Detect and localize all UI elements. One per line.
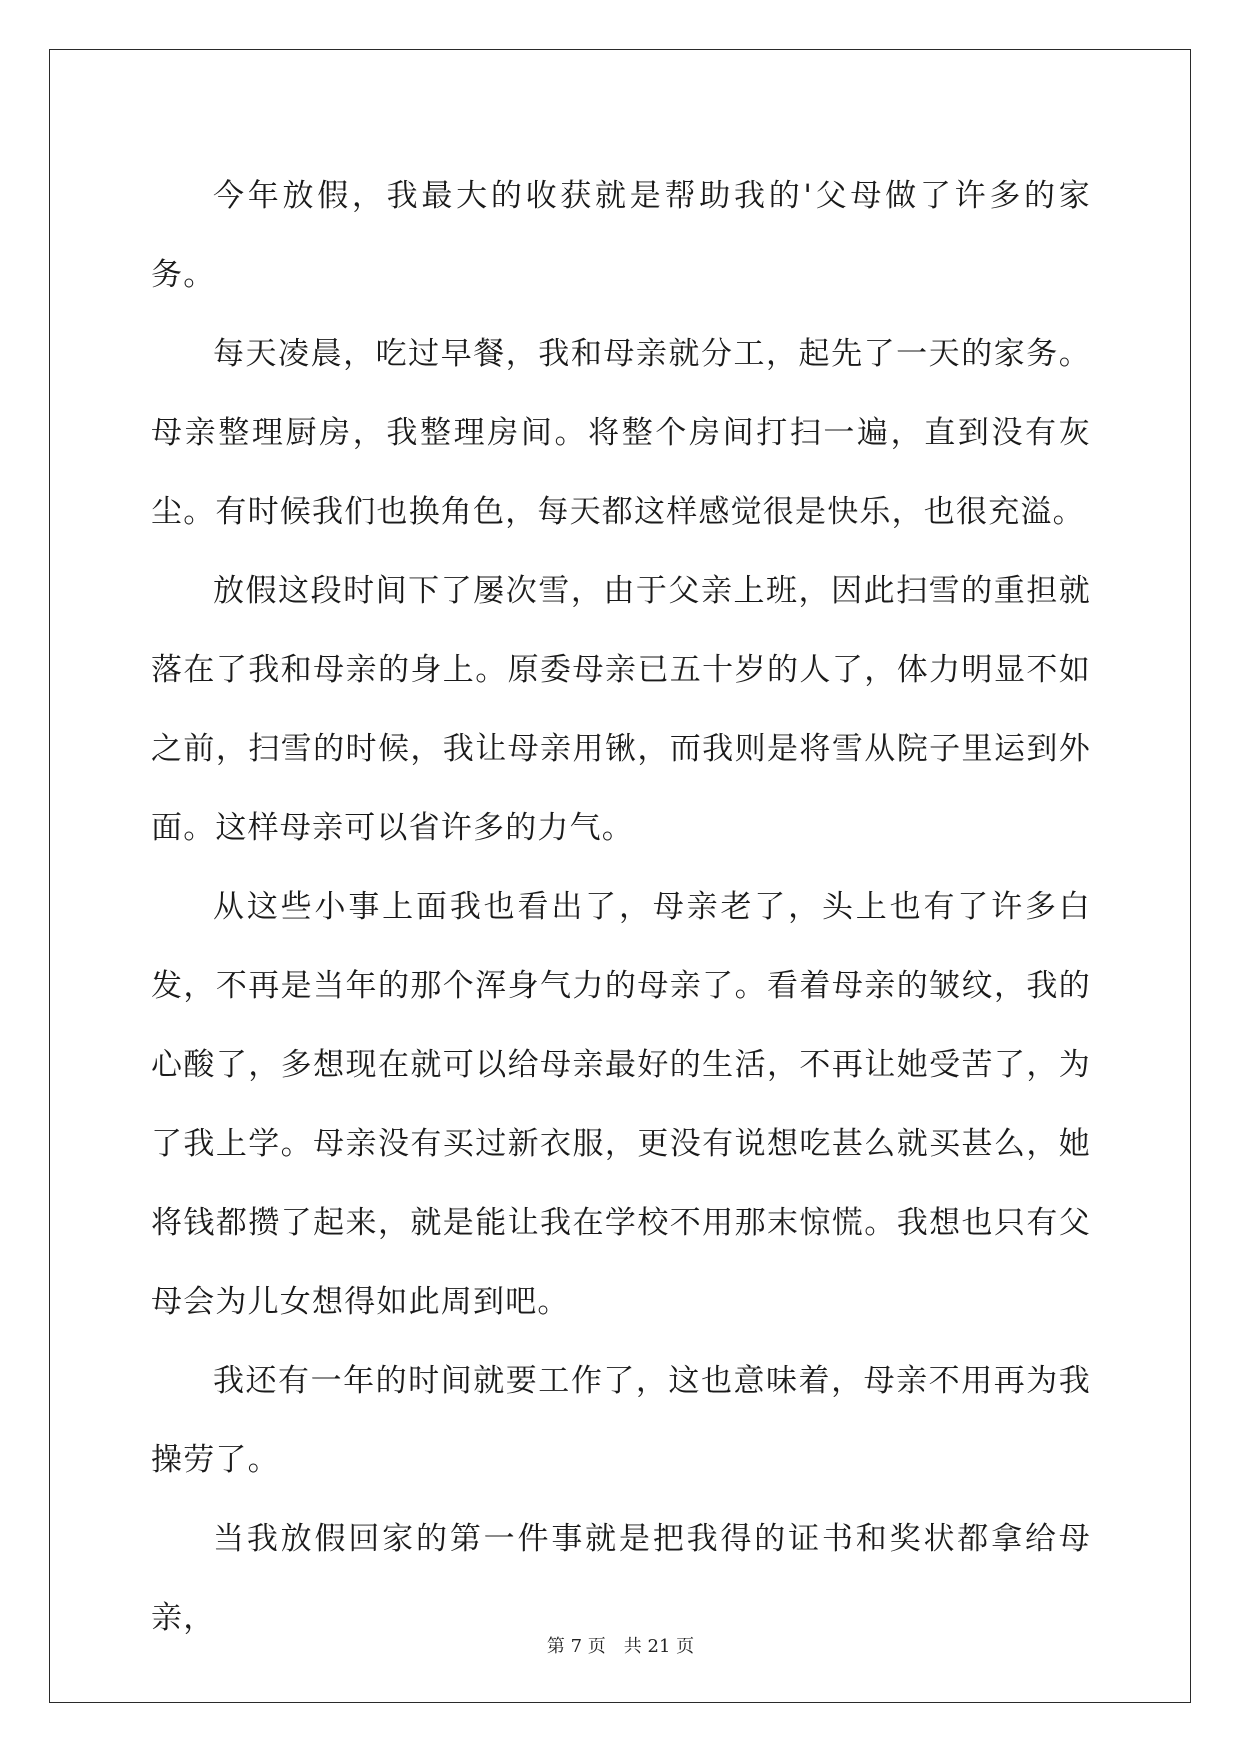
paragraph: 今年放假，我最大的收获就是帮助我的'父母做了许多的家务。 [151,178,1091,293]
paragraph: 我还有一年的时间就要工作了，这也意味着，母亲不用再为我操劳了。 [151,1363,1091,1478]
paragraph: 当我放假回家的第一件事就是把我得的证书和奖状都拿给母亲， [151,1521,1091,1636]
document-body [151,157,1091,1658]
page-number-footer: 第 7 页 共 21 页 [546,1636,695,1657]
paragraph: 放假这段时间下了屡次雪，由于父亲上班，因此扫雪的重担就落在了我和母亲的身上。原委母亲已五十岁的人了，体力明显不如之前，扫雪的时候，我让母亲用锹，而我则是将雪从院子里运到外面。这样母亲可以省许多的力气。 [151,573,1091,846]
paragraph: 从这些小事上面我也看出了，母亲老了，头上也有了许多白发，不再是当年的那个浑身气力的母亲了。看着母亲的皱纹，我的心酸了，多想现在就可以给母亲最好的生活，不再让她受苦了，为了我上学。母亲没有买过新衣服，更没有说想吃甚么就买甚么，她将钱都攒了起来，就是能让我在学校不用那末惊慌。我想也只有父母会为儿女想得如此周到吧。 [151,889,1091,1320]
paragraph: 每天凌晨，吃过早餐，我和母亲就分工，起先了一天的家务。母亲整理厨房，我整理房间。将整个房间打扫一遍，直到没有灰尘。有时候我们也换角色，每天都这样感觉很是快乐，也很充溢。 [151,336,1091,530]
